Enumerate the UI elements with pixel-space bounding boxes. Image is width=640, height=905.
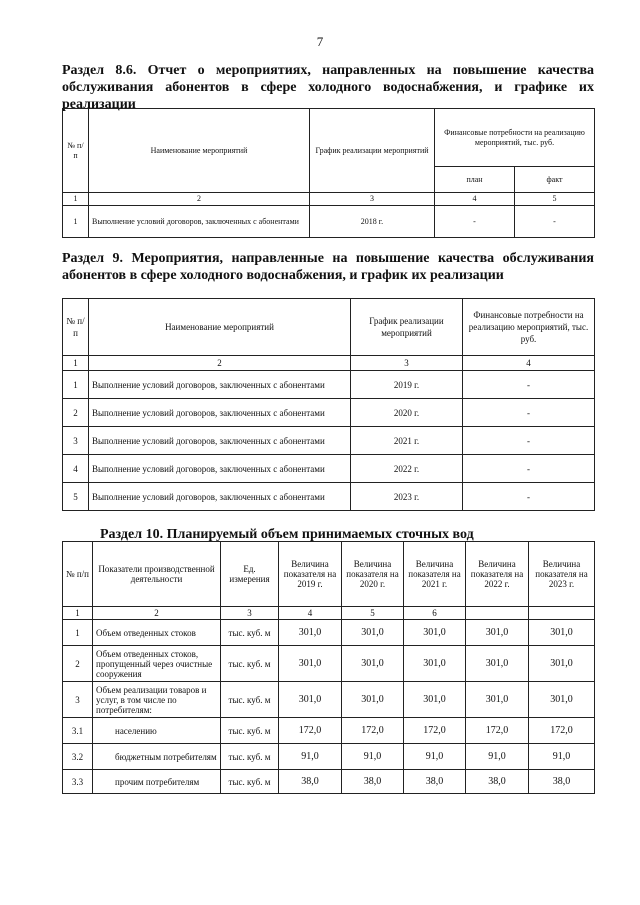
row-value: 38,0 [529, 770, 595, 794]
row-value: 301,0 [529, 620, 595, 646]
col-number: 1 [63, 607, 93, 620]
row-value: 91,0 [404, 744, 466, 770]
row-number: 3.2 [63, 744, 93, 770]
row-value: 172,0 [529, 718, 595, 744]
table-row [63, 206, 595, 238]
row-value: 38,0 [404, 770, 466, 794]
row-number: 3 [63, 682, 93, 718]
row-value: 301,0 [342, 682, 404, 718]
table-row [63, 427, 595, 455]
row-name: Объем отведенных стоков, пропущенный через очистные сооружения [93, 646, 221, 682]
header-year: Величина показателя на 2021 г. [404, 542, 466, 607]
header-finance: Финансовые потребности на реализацию мероприятий, тыс. руб. [463, 299, 595, 356]
section-9-table [62, 298, 595, 511]
col-number [529, 607, 595, 620]
row-unit: тыс. куб. м [221, 620, 279, 646]
row-value: 38,0 [466, 770, 529, 794]
row-plan: - [435, 206, 515, 238]
header-unit: Ед. измерения [221, 542, 279, 607]
row-value: 172,0 [404, 718, 466, 744]
col-number: 2 [93, 607, 221, 620]
header-name: Наименование мероприятий [89, 299, 351, 356]
row-value: 301,0 [529, 682, 595, 718]
row-name: Выполнение условий договоров, заключенных с абонентами [89, 399, 351, 427]
row-value: 38,0 [342, 770, 404, 794]
row-name: бюджетным потребителям [93, 744, 221, 770]
row-value: 301,0 [342, 620, 404, 646]
row-schedule: 2022 г. [351, 455, 463, 483]
row-value: 301,0 [404, 620, 466, 646]
row-value: 38,0 [279, 770, 342, 794]
row-name: прочим потребителям [93, 770, 221, 794]
col-number: 2 [89, 356, 351, 371]
row-value: 301,0 [279, 620, 342, 646]
row-number: 3.1 [63, 718, 93, 744]
row-value: 301,0 [466, 646, 529, 682]
header-finance: Финансовые потребности на реализацию мероприятий, тыс. руб. [435, 109, 595, 167]
row-number: 1 [63, 371, 89, 399]
header-num: № п/п [63, 542, 93, 607]
table-row [63, 718, 595, 744]
header-fact: факт [515, 167, 595, 193]
col-number: 4 [463, 356, 595, 371]
header-schedule: График реализации мероприятий [310, 109, 435, 193]
row-value: 172,0 [342, 718, 404, 744]
row-unit: тыс. куб. м [221, 682, 279, 718]
table-row [63, 371, 595, 399]
header-year: Величина показателя на 2020 г. [342, 542, 404, 607]
col-number: 4 [435, 193, 515, 206]
row-number: 4 [63, 455, 89, 483]
col-number: 5 [342, 607, 404, 620]
table-row [63, 646, 595, 682]
row-name: Объем реализации товаров и услуг, в том числе по потребителям: [93, 682, 221, 718]
row-schedule: 2018 г. [310, 206, 435, 238]
row-number: 1 [63, 620, 93, 646]
section-10-title: Раздел 10. Планируемый объем принимаемых сточных вод [100, 527, 474, 542]
row-unit: тыс. куб. м [221, 718, 279, 744]
header-num: № п/п [63, 299, 89, 356]
col-number [466, 607, 529, 620]
row-value: 172,0 [279, 718, 342, 744]
col-number: 4 [279, 607, 342, 620]
row-name: Объем отведенных стоков [93, 620, 221, 646]
col-number: 3 [310, 193, 435, 206]
row-number: 5 [63, 483, 89, 511]
section-9-title: Раздел 9. Мероприятия, направленные на повышение качества обслуживания абонентов в сфере холодного водоснабжения, и график их реализации [62, 251, 594, 283]
row-value: 91,0 [279, 744, 342, 770]
section-8-6-table [62, 108, 595, 238]
row-number: 2 [63, 399, 89, 427]
row-name: Выполнение условий договоров, заключенных с абонентами [89, 206, 310, 238]
col-number: 3 [351, 356, 463, 371]
row-value: 91,0 [342, 744, 404, 770]
row-value: 301,0 [466, 620, 529, 646]
row-value: 91,0 [466, 744, 529, 770]
row-name: Выполнение условий договоров, заключенных с абонентами [89, 427, 351, 455]
row-value: 301,0 [342, 646, 404, 682]
header-year: Величина показателя на 2023 г. [529, 542, 595, 607]
header-schedule: График реализации мероприятий [351, 299, 463, 356]
row-finance: - [463, 483, 595, 511]
table-row [63, 483, 595, 511]
row-number: 2 [63, 646, 93, 682]
row-value: 301,0 [404, 682, 466, 718]
section-10-table [62, 541, 595, 794]
row-finance: - [463, 427, 595, 455]
table-row [63, 455, 595, 483]
row-finance: - [463, 399, 595, 427]
row-name: Выполнение условий договоров, заключенных с абонентами [89, 371, 351, 399]
row-number: 1 [63, 206, 89, 238]
row-value: 172,0 [466, 718, 529, 744]
row-name: Выполнение условий договоров, заключенных с абонентами [89, 455, 351, 483]
header-name: Наименование мероприятий [89, 109, 310, 193]
row-value: 301,0 [279, 682, 342, 718]
table-row [63, 399, 595, 427]
col-number: 2 [89, 193, 310, 206]
row-value: 301,0 [279, 646, 342, 682]
table-row [63, 620, 595, 646]
row-value: 301,0 [466, 682, 529, 718]
page-number: 7 [316, 34, 324, 49]
col-number: 1 [63, 356, 89, 371]
row-finance: - [463, 371, 595, 399]
row-name: населению [93, 718, 221, 744]
header-num: № п/п [63, 109, 89, 193]
col-number: 3 [221, 607, 279, 620]
header-indicator: Показатели производственной деятельности [93, 542, 221, 607]
row-number: 3.3 [63, 770, 93, 794]
row-number: 3 [63, 427, 89, 455]
col-number: 6 [404, 607, 466, 620]
row-value: 91,0 [529, 744, 595, 770]
header-year: Величина показателя на 2022 г. [466, 542, 529, 607]
col-number: 5 [515, 193, 595, 206]
row-unit: тыс. куб. м [221, 770, 279, 794]
table-row [63, 744, 595, 770]
col-number: 1 [63, 193, 89, 206]
row-unit: тыс. куб. м [221, 646, 279, 682]
table-row [63, 770, 595, 794]
table-row [63, 682, 595, 718]
header-year: Величина показателя на 2019 г. [279, 542, 342, 607]
row-fact: - [515, 206, 595, 238]
row-value: 301,0 [404, 646, 466, 682]
row-finance: - [463, 455, 595, 483]
section-8-6-title: Раздел 8.6. Отчет о мероприятиях, направленных на повышение качества обслуживания абонентов в сфере холодного водоснабжения, и графике их реализации [62, 63, 594, 112]
row-schedule: 2023 г. [351, 483, 463, 511]
row-value: 301,0 [529, 646, 595, 682]
row-name: Выполнение условий договоров, заключенных с абонентами [89, 483, 351, 511]
row-schedule: 2020 г. [351, 399, 463, 427]
header-plan: план [435, 167, 515, 193]
row-schedule: 2021 г. [351, 427, 463, 455]
row-schedule: 2019 г. [351, 371, 463, 399]
row-unit: тыс. куб. м [221, 744, 279, 770]
